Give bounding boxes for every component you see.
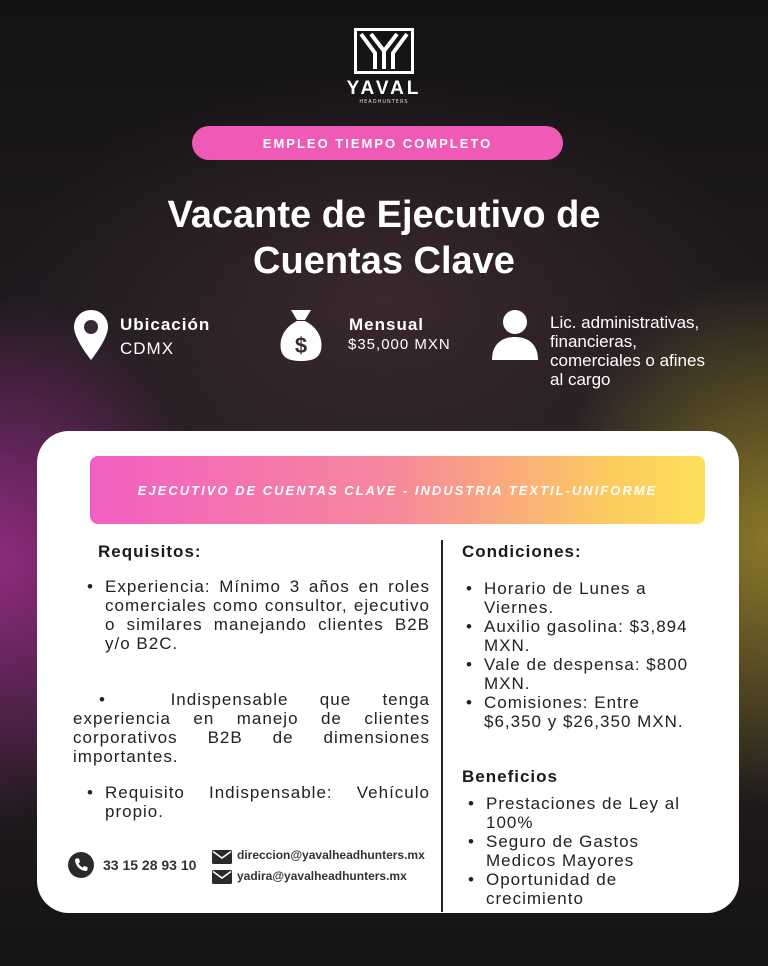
money-bag-icon [277,306,325,362]
email-direccion[interactable]: direccion@yavalheadhunters.mx [237,848,425,862]
beneficio-item: • Oportunidad de crecimiento [464,870,704,908]
paragraph-bullet: • [99,690,169,709]
phone-number[interactable]: 33 15 28 93 10 [103,857,197,873]
page-title [40,192,728,284]
beneficios-heading: Beneficios [462,767,558,786]
phone-icon [68,852,94,878]
requisito-paragraph [73,690,430,766]
logo-mark [354,28,414,74]
location-label: Ubicación [120,315,211,334]
profile-line-3: comerciales o afines [550,351,705,370]
condicion-item: • Vale de despensa: $800 MXN. [462,655,702,693]
logo-y-icon [357,31,411,71]
brand-name: YAVAL [346,78,422,99]
location-value: CDMX [120,339,175,358]
profile-line-2: financieras, [550,332,637,351]
mail-icon [212,869,232,883]
employment-type-pill: EMPLEO TIEMPO COMPLETO [192,126,563,160]
profile-line-1: Lic. administrativas, [550,313,700,332]
profile-line-4: al cargo [550,370,611,389]
salary-value: $35,000 MXN [348,336,451,353]
profile-requirements [550,313,760,389]
beneficio-item: • Prestaciones de Ley al 100% [464,794,704,832]
condicion-item: • Horario de Lunes a Viernes. [462,579,702,617]
condicion-item: • Comisiones: Entre $6,350 y $26,350 MXN. [462,693,702,731]
requisito-item: • Experiencia: Mínimo 3 años en roles comerciales como consultor, ejecutivo o similares manejando clientes B2B y/o B2C. [83,577,430,653]
requisitos-list-1 [83,577,430,653]
requisitos-list-2 [83,783,430,821]
requisito-item: Indispensable que tenga experiencia en manejo de clientes corporativos B2B de dimensiones importantes. [73,690,430,766]
email-yadira[interactable]: yadira@yavalheadhunters.mx [237,869,407,883]
beneficios-list [464,794,704,908]
position-banner: EJECUTIVO DE CUENTAS CLAVE - INDUSTRIA TEXTIL-UNIFORME [90,456,705,524]
salary-label: Mensual [349,315,425,334]
svg-text:$: $ [294,333,308,358]
requisitos-heading: Requisitos: [98,542,202,561]
requisito-item: • Requisito Indispensable: Vehículo propio. [83,783,430,821]
brand-sub: HEADHUNTERS [359,99,409,105]
user-icon [490,308,540,362]
title-line-2: Cuentas Clave [253,240,515,282]
condiciones-list [462,579,702,731]
mail-icon [212,849,232,863]
title-line-1: Vacante de Ejecutivo de [167,194,601,236]
condicion-item: • Auxilio gasolina: $3,894 MXN. [462,617,702,655]
beneficio-item: • Seguro de Gastos Medicos Mayores [464,832,704,870]
condiciones-heading: Condiciones: [462,542,582,561]
map-pin-icon [72,308,110,362]
column-divider [441,540,443,912]
